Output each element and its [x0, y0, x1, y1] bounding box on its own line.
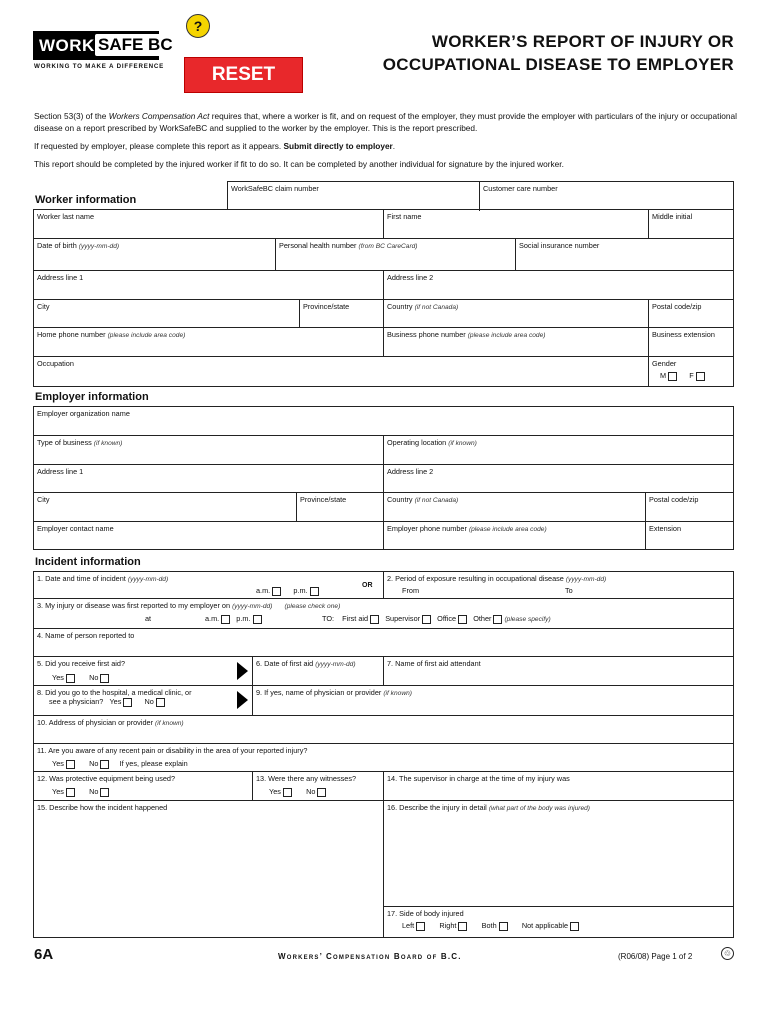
q16-hint: (what part of the body was injured): [488, 805, 590, 812]
dob-label: Date of birth: [37, 241, 77, 250]
q12-no-label: No: [89, 787, 99, 796]
gender-label: Gender: [652, 359, 677, 368]
q17-left-checkbox[interactable]: [416, 922, 425, 931]
home-phone-field[interactable]: [34, 328, 384, 357]
q1-pm-label: p.m.: [293, 586, 308, 595]
employer-phone-field[interactable]: [384, 522, 646, 549]
q5-no-checkbox[interactable]: [100, 674, 109, 683]
date-hint: (yyyy-mm-dd): [565, 576, 607, 583]
q17-both-label: Both: [481, 921, 497, 930]
intro-text: .: [392, 141, 396, 151]
board-name: Workers’ Compensation Board of B.C.: [278, 952, 462, 961]
q3-supervisor-checkbox[interactable]: [422, 615, 431, 624]
q1-am-checkbox[interactable]: [272, 587, 281, 596]
q9-label: 9. If yes, name of physician or provider: [256, 688, 382, 697]
q8-no-checkbox[interactable]: [156, 698, 165, 707]
q10-label: 10. Address of physician or provider: [37, 718, 154, 727]
intro-bold: Submit directly to employer: [283, 141, 393, 151]
home-phone-label: Home phone number: [37, 330, 106, 339]
employer-city-field[interactable]: [34, 493, 297, 522]
operating-location-label: Operating location: [387, 438, 447, 447]
phn-label: Personal health number: [279, 241, 357, 250]
gender-f-label: F: [689, 371, 694, 380]
form-title-line1: WORKER’S REPORT OF INJURY OR: [431, 32, 734, 51]
q13-label: 13. Were there any witnesses?: [256, 774, 357, 783]
q1-date-time-field[interactable]: [34, 572, 384, 599]
q3-first-aid-checkbox[interactable]: [370, 615, 379, 624]
q8-yes-checkbox[interactable]: [123, 698, 132, 707]
last-name-label: Worker last name: [37, 212, 95, 221]
employer-section-title: Employer information: [35, 391, 149, 403]
q13-yes-checkbox[interactable]: [283, 788, 292, 797]
q3-pm-checkbox[interactable]: [253, 615, 262, 624]
recycle-icon: ♲: [721, 947, 734, 960]
q9-physician-name-field[interactable]: [253, 686, 733, 716]
q3-am-checkbox[interactable]: [221, 615, 230, 624]
business-phone-label: Business phone number: [387, 330, 466, 339]
q7-attendant-field[interactable]: [384, 657, 733, 686]
sin-field[interactable]: [516, 239, 733, 271]
q8-label-line2: see a physician?: [49, 697, 104, 706]
help-button[interactable]: ?: [186, 14, 210, 38]
q12-yes-label: Yes: [52, 787, 64, 796]
employer-org-name-field[interactable]: [34, 407, 733, 436]
phone-hint: (please include area code): [107, 332, 186, 339]
occupation-field[interactable]: [34, 357, 649, 386]
q7-label: 7. Name of first aid attendant: [387, 659, 481, 668]
employer-info-table: [33, 406, 734, 550]
q12-no-checkbox[interactable]: [100, 788, 109, 797]
reset-button[interactable]: RESET: [184, 57, 303, 93]
address2-label: Address line 2: [387, 273, 434, 282]
employer-phone-label: Employer phone number: [387, 524, 467, 533]
worker-section-title: Worker information: [35, 194, 137, 206]
q11-no-checkbox[interactable]: [100, 760, 109, 769]
gender-m-label: M: [660, 371, 667, 380]
specify-hint: (please specify): [504, 616, 551, 623]
form-title: [383, 30, 734, 76]
sin-label: Social insurance number: [519, 241, 600, 250]
arrow-right-icon: [237, 662, 248, 680]
q17-left-label: Left: [402, 921, 415, 930]
q5-yes-label: Yes: [52, 673, 64, 682]
claim-number-row: [227, 181, 734, 210]
q17-right-checkbox[interactable]: [458, 922, 467, 931]
date-hint: (yyyy-mm-dd): [315, 661, 356, 668]
q1-pm-checkbox[interactable]: [310, 587, 319, 596]
q6-first-aid-date-field[interactable]: [253, 657, 384, 686]
or-label: OR: [362, 582, 373, 589]
q3-other-checkbox[interactable]: [493, 615, 502, 624]
business-ext-label: Business extension: [652, 330, 715, 339]
operating-location-field[interactable]: [384, 436, 733, 465]
incident-info-table: [33, 571, 734, 938]
intro-paragraph-3: This report should be completed by the injured worker if fit to do so. It can be completed by another individual for signature by the injured worker.: [34, 159, 564, 169]
province-label: Province/state: [303, 302, 350, 311]
q3-at-label: at: [145, 614, 152, 623]
q14-label: 14. The supervisor in charge at the time of my injury was: [387, 774, 570, 783]
country-label: Country: [387, 495, 413, 504]
q4-label: 4. Name of person reported to: [37, 631, 135, 640]
q17-side-of-body-field: [384, 907, 733, 937]
intro-text: Section 53(3) of the: [34, 111, 109, 121]
province-label: Province/state: [300, 495, 347, 504]
q17-not-applicable-checkbox[interactable]: [570, 922, 579, 931]
q13-witnesses-field: [253, 772, 384, 801]
logo-safe-text: SAFE BC: [95, 34, 176, 56]
phone-hint: (please include area code): [467, 332, 546, 339]
known-hint: (if known): [155, 720, 184, 727]
customer-care-label: Customer care number: [483, 184, 558, 193]
q5-no-label: No: [89, 673, 99, 682]
q10-physician-address-field[interactable]: [34, 716, 733, 744]
q1-am-label: a.m.: [256, 586, 271, 595]
q11-prior-pain-field[interactable]: [34, 744, 733, 772]
dob-field[interactable]: [34, 239, 276, 271]
q8-yes-label: Yes: [109, 697, 122, 706]
intro-paragraph-1: [34, 110, 739, 134]
claim-number-label: WorkSafeBC claim number: [231, 184, 319, 193]
worker-country-field[interactable]: [384, 300, 649, 328]
q17-label: 17. Side of body injured: [387, 909, 464, 918]
q11-yes-checkbox[interactable]: [66, 760, 75, 769]
q3-office-label: Office: [437, 614, 457, 623]
phn-field[interactable]: [276, 239, 516, 271]
q12-label: 12. Was protective equipment being used?: [37, 774, 176, 783]
country-hint: (if not Canada): [414, 304, 459, 311]
q3-first-aid-label: First aid: [342, 614, 369, 623]
q2-from-label: From: [402, 586, 420, 595]
date-hint: (yyyy-mm-dd): [232, 603, 273, 610]
city-label: City: [37, 302, 50, 311]
gender-f-checkbox[interactable]: [696, 372, 705, 381]
q5-yes-checkbox[interactable]: [66, 674, 75, 683]
country-label: Country: [387, 302, 413, 311]
business-extension-field[interactable]: [649, 328, 733, 357]
logo-work-text: WORK: [39, 36, 95, 55]
q1-label: 1. Date and time of incident: [37, 574, 126, 583]
q6-label: 6. Date of first aid: [256, 659, 314, 668]
dob-hint: (yyyy-mm-dd): [78, 243, 120, 250]
q2-label: 2. Period of exposure resulting in occupational disease: [387, 574, 564, 583]
q11-explain-label: If yes, please explain: [119, 759, 188, 768]
q15-incident-description-field[interactable]: [34, 801, 384, 937]
q2-exposure-period-field[interactable]: [384, 572, 733, 599]
employer-postal-field[interactable]: [646, 493, 733, 522]
employer-province-field[interactable]: [297, 493, 384, 522]
logo-tagline: WORKING TO MAKE A DIFFERENCE: [34, 63, 165, 70]
q12-yes-checkbox[interactable]: [66, 788, 75, 797]
worker-city-field[interactable]: [34, 300, 300, 328]
phn-hint: (from BC CareCard): [358, 243, 418, 250]
q8-label-line1: 8. Did you go to the hospital, a medical clinic, or: [37, 688, 192, 697]
employer-extension-field[interactable]: [646, 522, 733, 549]
worker-province-field[interactable]: [300, 300, 384, 328]
q15-label: 15. Describe how the incident happened: [37, 803, 168, 812]
q13-no-checkbox[interactable]: [317, 788, 326, 797]
worker-last-name-field[interactable]: [34, 210, 384, 239]
address2-label: Address line 2: [387, 467, 434, 476]
intro-text: If requested by employer, please complete this report as it appears.: [34, 141, 284, 151]
arrow-right-icon: [237, 691, 248, 709]
employer-country-field[interactable]: [384, 493, 646, 522]
phone-hint: (please include area code): [468, 526, 547, 533]
page-revision: (R06/08) Page 1 of 2: [618, 952, 693, 961]
act-name: Workers Compensation Act: [108, 111, 210, 121]
q4-person-reported-field[interactable]: [34, 629, 733, 657]
worker-address1-field[interactable]: [34, 271, 384, 300]
q11-label: 11. Are you aware of any recent pain or disability in the area of your reported injury?: [37, 746, 308, 755]
q3-label: 3. My injury or disease was first reported to my employer on: [37, 601, 231, 610]
type-business-label: Type of business: [37, 438, 92, 447]
intro-paragraph-2: [34, 140, 739, 152]
worker-info-table: [33, 209, 734, 387]
form-number: 6A: [34, 946, 54, 963]
first-name-field[interactable]: [384, 210, 649, 239]
q3-office-checkbox[interactable]: [458, 615, 467, 624]
contact-name-label: Employer contact name: [37, 524, 114, 533]
worker-postal-field[interactable]: [649, 300, 733, 328]
q3-supervisor-label: Supervisor: [385, 614, 421, 623]
q16-label: 16. Describe the injury in detail: [387, 803, 487, 812]
q17-not-applicable-label: Not applicable: [521, 921, 569, 930]
postal-label: Postal code/zip: [649, 495, 699, 504]
incident-section-title: Incident information: [35, 556, 141, 568]
gender-field: [649, 357, 733, 386]
employer-address1-field[interactable]: [34, 465, 384, 493]
q2-to-label: To: [565, 586, 573, 595]
postal-label: Postal code/zip: [652, 302, 702, 311]
extension-label: Extension: [649, 524, 682, 533]
known-hint: (if known): [448, 440, 477, 447]
q12-protective-equipment-field: [34, 772, 253, 801]
q13-yes-label: Yes: [269, 787, 281, 796]
q16-injury-description-field[interactable]: [384, 801, 733, 907]
address1-label: Address line 1: [37, 273, 84, 282]
date-hint: (yyyy-mm-dd): [127, 576, 169, 583]
business-phone-field[interactable]: [384, 328, 649, 357]
type-of-business-field[interactable]: [34, 436, 384, 465]
country-hint: (if not Canada): [414, 497, 459, 504]
employer-contact-name-field[interactable]: [34, 522, 384, 549]
q3-other-label: Other: [473, 614, 492, 623]
q13-no-label: No: [306, 787, 316, 796]
q14-supervisor-field[interactable]: [384, 772, 733, 801]
city-label: City: [37, 495, 50, 504]
middle-initial-label: Middle initial: [652, 212, 693, 221]
known-hint: (if known): [93, 440, 123, 447]
occupation-label: Occupation: [37, 359, 74, 368]
q3-to-label: TO:: [322, 614, 335, 623]
middle-initial-field[interactable]: [649, 210, 733, 239]
q3-reported-field[interactable]: [34, 599, 733, 629]
gender-m-checkbox[interactable]: [668, 372, 677, 381]
q11-no-label: No: [89, 759, 99, 768]
q17-right-label: Right: [439, 921, 457, 930]
q3-pm-label: p.m.: [236, 614, 251, 623]
form-title-line2: OCCUPATIONAL DISEASE TO EMPLOYER: [382, 55, 734, 74]
q11-yes-label: Yes: [52, 759, 64, 768]
claim-number-field[interactable]: [228, 182, 480, 211]
q5-first-aid-field: [34, 657, 253, 686]
address1-label: Address line 1: [37, 467, 84, 476]
q8-no-label: No: [144, 697, 154, 706]
customer-care-field[interactable]: [480, 182, 733, 211]
intro-text: requires that, where a worker is fit, and on request of the employer, they must provide the employer with particulars of the injury or occupational disease on a report prescribed by WorkSafeBC and supplied to the worker by the employer. This is the report prescribed.: [34, 111, 737, 133]
q8-hospital-field: [34, 686, 253, 716]
q17-both-checkbox[interactable]: [499, 922, 508, 931]
q3-am-label: a.m.: [205, 614, 220, 623]
worker-address2-field[interactable]: [384, 271, 733, 300]
known-hint: (if known): [383, 690, 412, 697]
q5-label: 5. Did you receive first aid?: [37, 659, 126, 668]
org-name-label: Employer organization name: [37, 409, 130, 418]
first-name-label: First name: [387, 212, 422, 221]
check-one-hint: (please check one): [284, 603, 341, 610]
employer-address2-field[interactable]: [384, 465, 733, 493]
